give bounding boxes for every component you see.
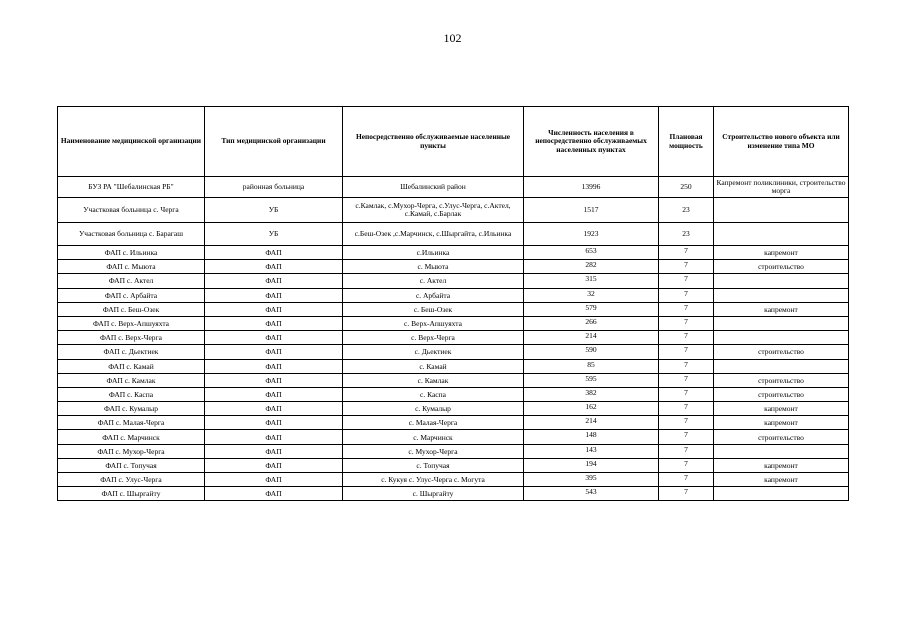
construction-cell: капремонт (714, 246, 849, 260)
header-row (58, 107, 849, 177)
org-name-cell: БУЗ РА "Шебалинская РБ" (58, 177, 205, 198)
construction-cell (714, 198, 849, 223)
org-type-cell: ФАП (205, 316, 343, 330)
served-settlements-cell: с. Малая-Черга (343, 416, 524, 430)
population-cell: 214 (524, 416, 659, 430)
served-settlements-cell: с.Беш-Озек ,с.Марчинск, с.Шыргайта, с.Ильинка (343, 223, 524, 246)
table-row (58, 288, 849, 302)
planned-capacity-cell: 7 (659, 402, 714, 416)
org-type-cell: ФАП (205, 246, 343, 260)
planned-capacity-cell: 7 (659, 302, 714, 316)
construction-cell: строительство (714, 345, 849, 359)
table-row (58, 444, 849, 458)
construction-cell: строительство (714, 387, 849, 401)
table-row (58, 274, 849, 288)
org-name-cell: ФАП с. Мухор-Черга (58, 444, 205, 458)
org-name-cell: ФАП с. Улус-Черга (58, 473, 205, 487)
org-type-cell: районная больница (205, 177, 343, 198)
planned-capacity-cell: 7 (659, 416, 714, 430)
org-type-cell: ФАП (205, 387, 343, 401)
planned-capacity-cell: 7 (659, 316, 714, 330)
construction-cell (714, 288, 849, 302)
org-type-cell: ФАП (205, 331, 343, 345)
population-cell: 194 (524, 458, 659, 472)
org-name-cell: Участковая больница с. Черга (58, 198, 205, 223)
construction-cell (714, 444, 849, 458)
org-name-cell: ФАП с. Топучая (58, 458, 205, 472)
construction-cell (714, 316, 849, 330)
table-row (58, 416, 849, 430)
construction-cell: строительство (714, 430, 849, 444)
table-row (58, 487, 849, 501)
header-population: Численность населения в непосредственно обслуживаемых населенных пунктах (524, 107, 659, 177)
header-planned-capacity: Плановая мощность (659, 107, 714, 177)
table-row (58, 260, 849, 274)
planned-capacity-cell: 7 (659, 444, 714, 458)
planned-capacity-cell: 250 (659, 177, 714, 198)
org-name-cell: ФАП с. Верх-Черга (58, 331, 205, 345)
medical-organizations-table (57, 106, 849, 501)
table-row (58, 473, 849, 487)
org-type-cell: ФАП (205, 473, 343, 487)
org-name-cell: ФАП с. Беш-Озек (58, 302, 205, 316)
table-row (58, 458, 849, 472)
served-settlements-cell: с. Актел (343, 274, 524, 288)
served-settlements-cell: с. Шыргайту (343, 487, 524, 501)
org-name-cell: ФАП с. Дьектиек (58, 345, 205, 359)
planned-capacity-cell: 7 (659, 373, 714, 387)
served-settlements-cell: с. Верх-Апшуяхта (343, 316, 524, 330)
planned-capacity-cell: 7 (659, 288, 714, 302)
population-cell: 653 (524, 246, 659, 260)
table-row (58, 302, 849, 316)
org-type-cell: ФАП (205, 359, 343, 373)
served-settlements-cell: с. Марчинск (343, 430, 524, 444)
table-row (58, 345, 849, 359)
served-settlements-cell: с. Кукуя с. Улус-Черга с. Могута (343, 473, 524, 487)
served-settlements-cell: с. Каспа (343, 387, 524, 401)
population-cell: 85 (524, 359, 659, 373)
served-settlements-cell: с. Арбайта (343, 288, 524, 302)
served-settlements-cell: с. Беш-Озек (343, 302, 524, 316)
planned-capacity-cell: 23 (659, 223, 714, 246)
served-settlements-cell: с. Топучая (343, 458, 524, 472)
served-settlements-cell: с. Камай (343, 359, 524, 373)
org-name-cell: ФАП с. Камлак (58, 373, 205, 387)
population-cell: 382 (524, 387, 659, 401)
org-name-cell: ФАП с. Кумалыр (58, 402, 205, 416)
org-type-cell: ФАП (205, 444, 343, 458)
table-row (58, 373, 849, 387)
population-cell: 315 (524, 274, 659, 288)
org-type-cell: УБ (205, 198, 343, 223)
served-settlements-cell: с. Мыюта (343, 260, 524, 274)
population-cell: 1923 (524, 223, 659, 246)
org-type-cell: ФАП (205, 345, 343, 359)
org-name-cell: Участковая больница с. Барагаш (58, 223, 205, 246)
table-row (58, 177, 849, 198)
construction-cell: капремонт (714, 473, 849, 487)
org-name-cell: ФАП с. Верх-Апшуяхта (58, 316, 205, 330)
served-settlements-cell: с. Верх-Черга (343, 331, 524, 345)
org-type-cell: ФАП (205, 487, 343, 501)
table-row (58, 387, 849, 401)
population-cell: 282 (524, 260, 659, 274)
planned-capacity-cell: 7 (659, 331, 714, 345)
page-number: 102 (443, 31, 462, 45)
org-type-cell: ФАП (205, 430, 343, 444)
org-type-cell: ФАП (205, 274, 343, 288)
header-construction: Строительство нового объекта или изменение типа МО (714, 107, 849, 177)
construction-cell: капремонт (714, 402, 849, 416)
planned-capacity-cell: 7 (659, 246, 714, 260)
org-name-cell: ФАП с. Шыргайту (58, 487, 205, 501)
planned-capacity-cell: 23 (659, 198, 714, 223)
table-row (58, 316, 849, 330)
population-cell: 543 (524, 487, 659, 501)
planned-capacity-cell: 7 (659, 274, 714, 288)
planned-capacity-cell: 7 (659, 458, 714, 472)
served-settlements-cell: с. Кумалыр (343, 402, 524, 416)
header-org-type: Тип медицинской организации (205, 107, 343, 177)
org-type-cell: УБ (205, 223, 343, 246)
population-cell: 162 (524, 402, 659, 416)
org-type-cell: ФАП (205, 458, 343, 472)
org-type-cell: ФАП (205, 260, 343, 274)
planned-capacity-cell: 7 (659, 487, 714, 501)
population-cell: 590 (524, 345, 659, 359)
served-settlements-cell: с. Камлак (343, 373, 524, 387)
population-cell: 148 (524, 430, 659, 444)
planned-capacity-cell: 7 (659, 430, 714, 444)
construction-cell: капремонт (714, 416, 849, 430)
construction-cell: капремонт (714, 458, 849, 472)
org-name-cell: ФАП с. Арбайта (58, 288, 205, 302)
org-type-cell: ФАП (205, 302, 343, 316)
planned-capacity-cell: 7 (659, 473, 714, 487)
construction-cell: строительство (714, 373, 849, 387)
population-cell: 1517 (524, 198, 659, 223)
table-row (58, 402, 849, 416)
construction-cell: Капремонт поликлиники, строительство морга (714, 177, 849, 198)
population-cell: 143 (524, 444, 659, 458)
table-row (58, 359, 849, 373)
served-settlements-cell: с. Дьектиек (343, 345, 524, 359)
table-row (58, 430, 849, 444)
served-settlements-cell: с. Мухор-Черга (343, 444, 524, 458)
planned-capacity-cell: 7 (659, 260, 714, 274)
population-cell: 579 (524, 302, 659, 316)
construction-cell (714, 274, 849, 288)
population-cell: 595 (524, 373, 659, 387)
construction-cell (714, 359, 849, 373)
served-settlements-cell: с.Камлак, с.Мухор-Черга, с.Улус-Черга, с.Актел, с.Камай, с.Барлак (343, 198, 524, 223)
served-settlements-cell: с.Ильинка (343, 246, 524, 260)
served-settlements-cell: Шебалинский район (343, 177, 524, 198)
population-cell: 13996 (524, 177, 659, 198)
org-type-cell: ФАП (205, 416, 343, 430)
planned-capacity-cell: 7 (659, 387, 714, 401)
org-name-cell: ФАП с. Мыюта (58, 260, 205, 274)
org-name-cell: ФАП с. Марчинск (58, 430, 205, 444)
table-row (58, 198, 849, 223)
org-name-cell: ФАП с. Малая-Черга (58, 416, 205, 430)
header-org-name: Наименование медицинской организации (58, 107, 205, 177)
table-row (58, 331, 849, 345)
population-cell: 266 (524, 316, 659, 330)
org-name-cell: ФАП с. Ильинка (58, 246, 205, 260)
org-name-cell: ФАП с. Камай (58, 359, 205, 373)
org-type-cell: ФАП (205, 402, 343, 416)
org-name-cell: ФАП с. Каспа (58, 387, 205, 401)
org-type-cell: ФАП (205, 288, 343, 302)
table-row (58, 223, 849, 246)
header-served-settlements: Непосредственно обслуживаемые населенные пункты (343, 107, 524, 177)
planned-capacity-cell: 7 (659, 345, 714, 359)
construction-cell (714, 487, 849, 501)
table-row (58, 246, 849, 260)
construction-cell: капремонт (714, 302, 849, 316)
population-cell: 32 (524, 288, 659, 302)
planned-capacity-cell: 7 (659, 359, 714, 373)
population-cell: 395 (524, 473, 659, 487)
construction-cell (714, 223, 849, 246)
org-type-cell: ФАП (205, 373, 343, 387)
construction-cell: строительство (714, 260, 849, 274)
org-name-cell: ФАП с. Актел (58, 274, 205, 288)
construction-cell (714, 331, 849, 345)
population-cell: 214 (524, 331, 659, 345)
